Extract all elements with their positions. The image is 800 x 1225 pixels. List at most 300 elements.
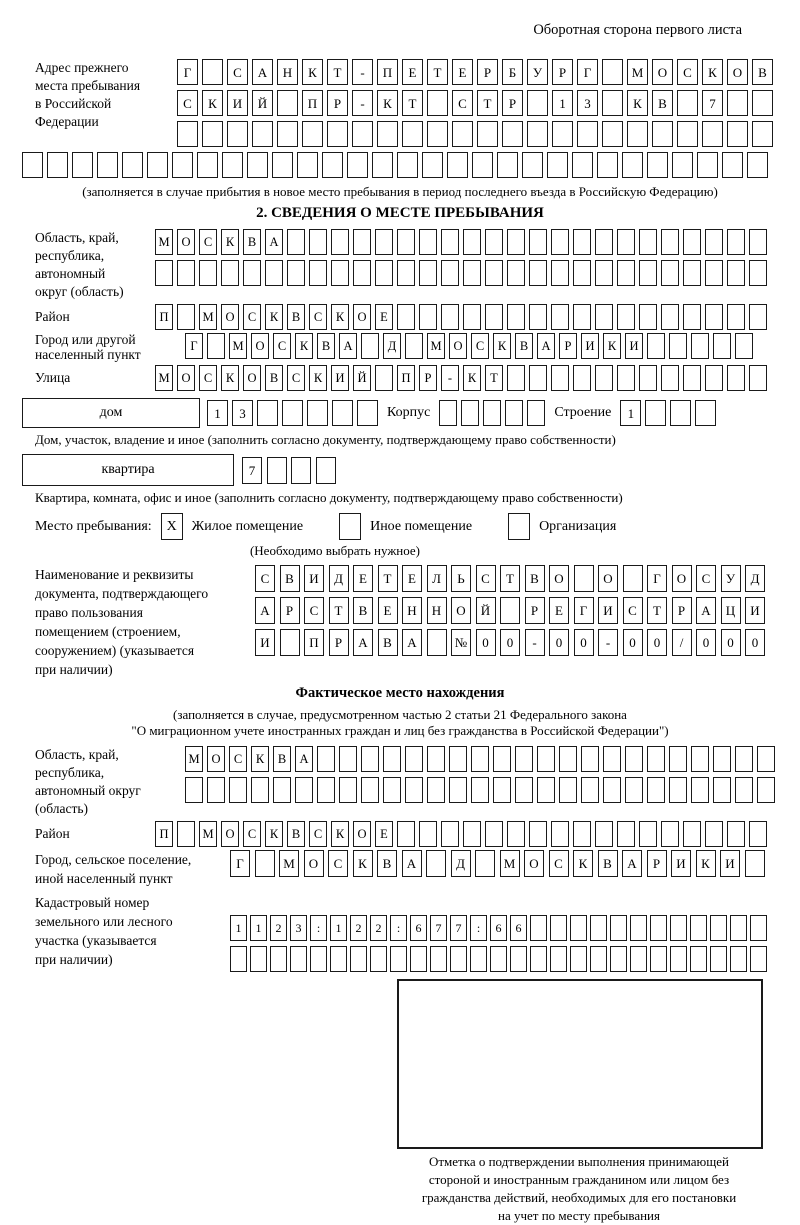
form-cell[interactable] (441, 229, 459, 255)
form-cell[interactable]: С (243, 821, 261, 847)
form-cell[interactable] (405, 777, 423, 803)
form-cell[interactable]: К (377, 90, 398, 116)
form-cell[interactable] (507, 260, 525, 286)
form-cell[interactable] (493, 746, 511, 772)
form-cell[interactable]: Д (329, 565, 349, 592)
form-cell[interactable] (461, 400, 479, 426)
form-cell[interactable] (339, 777, 357, 803)
form-cell[interactable] (327, 121, 348, 147)
form-cell[interactable]: С (304, 597, 324, 624)
form-cell[interactable] (551, 229, 569, 255)
form-cell[interactable] (683, 260, 701, 286)
form-cell[interactable] (22, 152, 43, 178)
form-cell[interactable] (270, 946, 287, 972)
form-cell[interactable] (155, 260, 173, 286)
form-cell[interactable] (332, 400, 353, 426)
form-cell[interactable] (722, 152, 743, 178)
form-cell[interactable]: С (328, 850, 348, 877)
form-cell[interactable] (515, 746, 533, 772)
form-cell[interactable] (537, 746, 555, 772)
form-cell[interactable] (573, 304, 591, 330)
form-cell[interactable]: Н (402, 597, 422, 624)
form-cell[interactable] (347, 152, 368, 178)
form-cell[interactable] (710, 946, 727, 972)
form-cell[interactable] (250, 946, 267, 972)
form-cell[interactable]: И (255, 629, 275, 656)
form-cell[interactable] (551, 304, 569, 330)
form-cell[interactable] (255, 850, 275, 877)
form-cell[interactable] (177, 304, 195, 330)
form-cell[interactable] (639, 229, 657, 255)
form-cell[interactable]: В (752, 59, 773, 85)
form-cell[interactable] (727, 260, 745, 286)
form-cell[interactable] (602, 90, 623, 116)
form-cell[interactable] (265, 260, 283, 286)
form-cell[interactable]: М (155, 229, 173, 255)
form-cell[interactable] (185, 777, 203, 803)
form-cell[interactable] (72, 152, 93, 178)
form-cell[interactable]: Е (378, 597, 398, 624)
form-cell[interactable] (485, 304, 503, 330)
form-cell[interactable]: О (353, 821, 371, 847)
form-cell[interactable] (530, 946, 547, 972)
form-cell[interactable]: 1 (330, 915, 347, 941)
form-cell[interactable]: К (353, 850, 373, 877)
form-cell[interactable] (353, 260, 371, 286)
form-cell[interactable] (625, 777, 643, 803)
form-cell[interactable]: П (155, 304, 173, 330)
form-cell[interactable]: Д (451, 850, 471, 877)
form-cell[interactable] (287, 260, 305, 286)
form-cell[interactable]: Е (452, 59, 473, 85)
form-cell[interactable] (749, 304, 767, 330)
form-cell[interactable] (207, 777, 225, 803)
form-cell[interactable]: 7 (450, 915, 467, 941)
form-cell[interactable] (705, 821, 723, 847)
form-cell[interactable] (419, 260, 437, 286)
form-cell[interactable]: Л (427, 565, 447, 592)
form-cell[interactable]: Г (185, 333, 203, 359)
form-cell[interactable] (207, 333, 225, 359)
form-cell[interactable] (452, 121, 473, 147)
form-cell[interactable] (730, 946, 747, 972)
form-cell[interactable]: О (652, 59, 673, 85)
form-cell[interactable] (691, 777, 709, 803)
form-cell[interactable] (470, 946, 487, 972)
form-cell[interactable] (307, 400, 328, 426)
form-cell[interactable]: С (471, 333, 489, 359)
form-cell[interactable]: У (527, 59, 548, 85)
form-cell[interactable] (602, 59, 623, 85)
form-cell[interactable] (375, 365, 393, 391)
form-cell[interactable]: М (627, 59, 648, 85)
form-cell[interactable]: В (280, 565, 300, 592)
form-cell[interactable]: В (273, 746, 291, 772)
form-cell[interactable]: С (549, 850, 569, 877)
form-cell[interactable] (502, 121, 523, 147)
form-cell[interactable]: Т (647, 597, 667, 624)
form-cell[interactable]: М (229, 333, 247, 359)
form-cell[interactable]: В (243, 229, 261, 255)
form-cell[interactable] (705, 260, 723, 286)
form-cell[interactable]: М (279, 850, 299, 877)
form-cell[interactable] (691, 333, 709, 359)
form-cell[interactable]: Т (327, 59, 348, 85)
form-cell[interactable]: К (603, 333, 621, 359)
form-cell[interactable] (177, 260, 195, 286)
form-cell[interactable]: С (696, 565, 716, 592)
form-cell[interactable]: Р (329, 629, 349, 656)
form-cell[interactable]: 0 (574, 629, 594, 656)
form-cell[interactable] (572, 152, 593, 178)
form-cell[interactable]: В (598, 850, 618, 877)
form-cell[interactable]: : (310, 915, 327, 941)
form-cell[interactable] (669, 777, 687, 803)
form-cell[interactable] (595, 365, 613, 391)
form-cell[interactable] (397, 821, 415, 847)
form-cell[interactable] (441, 821, 459, 847)
form-cell[interactable] (375, 260, 393, 286)
form-cell[interactable] (177, 821, 195, 847)
form-cell[interactable] (547, 152, 568, 178)
form-cell[interactable] (463, 304, 481, 330)
form-cell[interactable] (147, 152, 168, 178)
form-cell[interactable] (505, 400, 523, 426)
form-cell[interactable] (622, 152, 643, 178)
form-cell[interactable] (322, 152, 343, 178)
form-cell[interactable]: 0 (500, 629, 520, 656)
form-cell[interactable]: № (451, 629, 471, 656)
form-cell[interactable] (683, 229, 701, 255)
form-cell[interactable]: 3 (232, 400, 253, 426)
form-cell[interactable] (581, 746, 599, 772)
form-cell[interactable] (590, 915, 607, 941)
form-cell[interactable] (670, 915, 687, 941)
form-cell[interactable] (602, 121, 623, 147)
form-cell[interactable] (670, 946, 687, 972)
form-cell[interactable] (752, 90, 773, 116)
form-cell[interactable] (352, 121, 373, 147)
form-cell[interactable]: С (452, 90, 473, 116)
form-cell[interactable]: У (721, 565, 741, 592)
form-cell[interactable] (652, 121, 673, 147)
form-cell[interactable] (639, 821, 657, 847)
form-cell[interactable] (339, 746, 357, 772)
form-cell[interactable]: П (397, 365, 415, 391)
form-cell[interactable]: К (251, 746, 269, 772)
form-cell[interactable] (749, 821, 767, 847)
form-cell[interactable]: К (493, 333, 511, 359)
form-cell[interactable] (527, 121, 548, 147)
form-cell[interactable] (449, 777, 467, 803)
form-cell[interactable] (202, 121, 223, 147)
form-cell[interactable]: Р (327, 90, 348, 116)
form-cell[interactable]: К (702, 59, 723, 85)
form-cell[interactable]: В (353, 597, 373, 624)
form-cell[interactable]: О (207, 746, 225, 772)
form-cell[interactable]: К (696, 850, 716, 877)
form-cell[interactable]: Р (672, 597, 692, 624)
form-cell[interactable] (427, 629, 447, 656)
form-cell[interactable] (581, 777, 599, 803)
form-cell[interactable] (485, 260, 503, 286)
form-cell[interactable] (650, 915, 667, 941)
form-cell[interactable] (267, 457, 287, 484)
form-cell[interactable]: О (549, 565, 569, 592)
form-cell[interactable]: М (199, 304, 217, 330)
form-cell[interactable]: В (378, 629, 398, 656)
form-cell[interactable]: О (672, 565, 692, 592)
form-cell[interactable] (529, 365, 547, 391)
form-cell[interactable] (273, 777, 291, 803)
form-cell[interactable] (291, 457, 311, 484)
form-cell[interactable] (573, 260, 591, 286)
form-cell[interactable] (472, 152, 493, 178)
form-cell[interactable] (550, 946, 567, 972)
form-cell[interactable] (441, 260, 459, 286)
form-cell[interactable]: Н (427, 597, 447, 624)
form-cell[interactable] (397, 304, 415, 330)
form-cell[interactable] (230, 946, 247, 972)
form-cell[interactable]: П (304, 629, 324, 656)
form-cell[interactable] (735, 333, 753, 359)
form-cell[interactable] (361, 777, 379, 803)
form-cell[interactable] (405, 746, 423, 772)
form-cell[interactable] (647, 746, 665, 772)
form-cell[interactable] (573, 229, 591, 255)
form-cell[interactable]: 0 (647, 629, 667, 656)
form-cell[interactable]: - (352, 90, 373, 116)
form-cell[interactable] (529, 821, 547, 847)
form-cell[interactable] (419, 304, 437, 330)
form-cell[interactable] (397, 152, 418, 178)
form-cell[interactable] (677, 121, 698, 147)
form-cell[interactable] (375, 229, 393, 255)
form-cell[interactable]: С (309, 821, 327, 847)
form-cell[interactable] (277, 121, 298, 147)
form-cell[interactable]: Д (383, 333, 401, 359)
form-cell[interactable] (390, 946, 407, 972)
form-cell[interactable] (227, 121, 248, 147)
form-cell[interactable]: 1 (552, 90, 573, 116)
form-cell[interactable] (683, 821, 701, 847)
form-cell[interactable]: В (287, 304, 305, 330)
form-cell[interactable] (297, 152, 318, 178)
form-cell[interactable]: 7 (702, 90, 723, 116)
form-cell[interactable] (627, 121, 648, 147)
form-cell[interactable] (419, 821, 437, 847)
checkbox-inoe[interactable] (339, 513, 361, 540)
form-cell[interactable] (683, 304, 701, 330)
form-cell[interactable] (551, 821, 569, 847)
form-cell[interactable] (497, 152, 518, 178)
form-cell[interactable]: : (390, 915, 407, 941)
form-cell[interactable]: 0 (721, 629, 741, 656)
form-cell[interactable] (290, 946, 307, 972)
form-cell[interactable] (735, 746, 753, 772)
form-cell[interactable] (471, 777, 489, 803)
form-cell[interactable] (483, 400, 501, 426)
form-cell[interactable] (302, 121, 323, 147)
form-cell[interactable] (661, 365, 679, 391)
form-cell[interactable]: О (353, 304, 371, 330)
form-cell[interactable]: К (627, 90, 648, 116)
form-cell[interactable]: О (221, 304, 239, 330)
form-cell[interactable]: М (427, 333, 445, 359)
form-cell[interactable]: И (581, 333, 599, 359)
form-cell[interactable]: В (652, 90, 673, 116)
form-cell[interactable] (639, 365, 657, 391)
form-cell[interactable]: К (221, 365, 239, 391)
form-cell[interactable] (222, 152, 243, 178)
form-cell[interactable] (617, 304, 635, 330)
form-cell[interactable] (251, 777, 269, 803)
form-cell[interactable] (410, 946, 427, 972)
form-cell[interactable]: О (727, 59, 748, 85)
form-cell[interactable]: О (221, 821, 239, 847)
form-cell[interactable]: 6 (490, 915, 507, 941)
form-cell[interactable] (463, 260, 481, 286)
form-cell[interactable] (727, 304, 745, 330)
form-cell[interactable] (645, 400, 666, 426)
form-cell[interactable]: 1 (230, 915, 247, 941)
form-cell[interactable]: Р (502, 90, 523, 116)
form-cell[interactable]: 0 (745, 629, 765, 656)
form-cell[interactable] (500, 597, 520, 624)
form-cell[interactable] (47, 152, 68, 178)
form-cell[interactable] (316, 457, 336, 484)
form-cell[interactable] (669, 746, 687, 772)
form-cell[interactable] (507, 365, 525, 391)
form-cell[interactable] (595, 304, 613, 330)
form-cell[interactable] (669, 333, 687, 359)
form-cell[interactable] (727, 365, 745, 391)
form-cell[interactable] (317, 746, 335, 772)
form-cell[interactable] (639, 260, 657, 286)
form-cell[interactable] (730, 915, 747, 941)
form-cell[interactable] (610, 946, 627, 972)
form-cell[interactable]: 7 (242, 457, 262, 484)
form-cell[interactable] (617, 229, 635, 255)
form-cell[interactable]: - (441, 365, 459, 391)
form-cell[interactable]: Р (559, 333, 577, 359)
form-cell[interactable] (537, 777, 555, 803)
form-cell[interactable] (603, 746, 621, 772)
form-cell[interactable] (595, 260, 613, 286)
form-cell[interactable]: О (243, 365, 261, 391)
form-cell[interactable] (552, 121, 573, 147)
form-cell[interactable]: Р (280, 597, 300, 624)
form-cell[interactable] (353, 229, 371, 255)
form-cell[interactable] (229, 777, 247, 803)
form-cell[interactable]: С (287, 365, 305, 391)
form-cell[interactable]: Т (477, 90, 498, 116)
form-cell[interactable] (439, 400, 457, 426)
form-cell[interactable] (529, 304, 547, 330)
form-cell[interactable] (757, 777, 775, 803)
form-cell[interactable] (650, 946, 667, 972)
form-cell[interactable] (287, 229, 305, 255)
form-cell[interactable] (463, 821, 481, 847)
form-cell[interactable] (447, 152, 468, 178)
form-cell[interactable] (419, 229, 437, 255)
form-cell[interactable]: С (177, 90, 198, 116)
form-cell[interactable] (705, 229, 723, 255)
form-cell[interactable] (449, 746, 467, 772)
form-cell[interactable] (247, 152, 268, 178)
form-cell[interactable]: П (377, 59, 398, 85)
form-cell[interactable]: 2 (370, 915, 387, 941)
form-cell[interactable]: В (317, 333, 335, 359)
form-cell[interactable]: С (255, 565, 275, 592)
form-cell[interactable]: С (199, 365, 217, 391)
form-cell[interactable]: И (598, 597, 618, 624)
form-cell[interactable]: К (463, 365, 481, 391)
form-cell[interactable] (257, 400, 278, 426)
form-cell[interactable] (710, 915, 727, 941)
form-cell[interactable]: Е (402, 565, 422, 592)
form-cell[interactable] (252, 121, 273, 147)
form-cell[interactable]: 2 (350, 915, 367, 941)
form-cell[interactable] (577, 121, 598, 147)
form-cell[interactable] (397, 229, 415, 255)
form-cell[interactable]: Й (353, 365, 371, 391)
form-cell[interactable] (530, 915, 547, 941)
form-cell[interactable]: И (625, 333, 643, 359)
form-cell[interactable] (507, 304, 525, 330)
form-cell[interactable]: А (339, 333, 357, 359)
form-cell[interactable] (597, 152, 618, 178)
form-cell[interactable]: 0 (696, 629, 716, 656)
form-cell[interactable] (570, 946, 587, 972)
form-cell[interactable]: С (476, 565, 496, 592)
form-cell[interactable]: А (622, 850, 642, 877)
form-cell[interactable] (357, 400, 378, 426)
form-cell[interactable]: Т (427, 59, 448, 85)
form-cell[interactable]: К (265, 821, 283, 847)
form-cell[interactable]: / (672, 629, 692, 656)
form-cell[interactable] (750, 915, 767, 941)
form-cell[interactable] (441, 304, 459, 330)
form-cell[interactable] (197, 152, 218, 178)
form-cell[interactable]: О (177, 229, 195, 255)
form-cell[interactable] (595, 229, 613, 255)
form-cell[interactable]: О (598, 565, 618, 592)
form-cell[interactable]: М (155, 365, 173, 391)
form-cell[interactable] (515, 777, 533, 803)
form-cell[interactable]: 2 (270, 915, 287, 941)
form-cell[interactable]: : (470, 915, 487, 941)
form-cell[interactable]: К (202, 90, 223, 116)
form-cell[interactable] (625, 746, 643, 772)
form-cell[interactable]: Й (476, 597, 496, 624)
form-cell[interactable]: С (199, 229, 217, 255)
form-cell[interactable]: Г (577, 59, 598, 85)
form-cell[interactable]: О (251, 333, 269, 359)
form-cell[interactable]: Г (177, 59, 198, 85)
form-cell[interactable] (713, 777, 731, 803)
checkbox-organizaciya[interactable] (508, 513, 530, 540)
form-cell[interactable]: К (331, 821, 349, 847)
form-cell[interactable] (427, 121, 448, 147)
form-cell[interactable] (177, 121, 198, 147)
form-cell[interactable] (630, 915, 647, 941)
form-cell[interactable]: С (229, 746, 247, 772)
form-cell[interactable] (507, 229, 525, 255)
form-cell[interactable] (330, 946, 347, 972)
form-cell[interactable] (361, 333, 379, 359)
form-cell[interactable] (697, 152, 718, 178)
